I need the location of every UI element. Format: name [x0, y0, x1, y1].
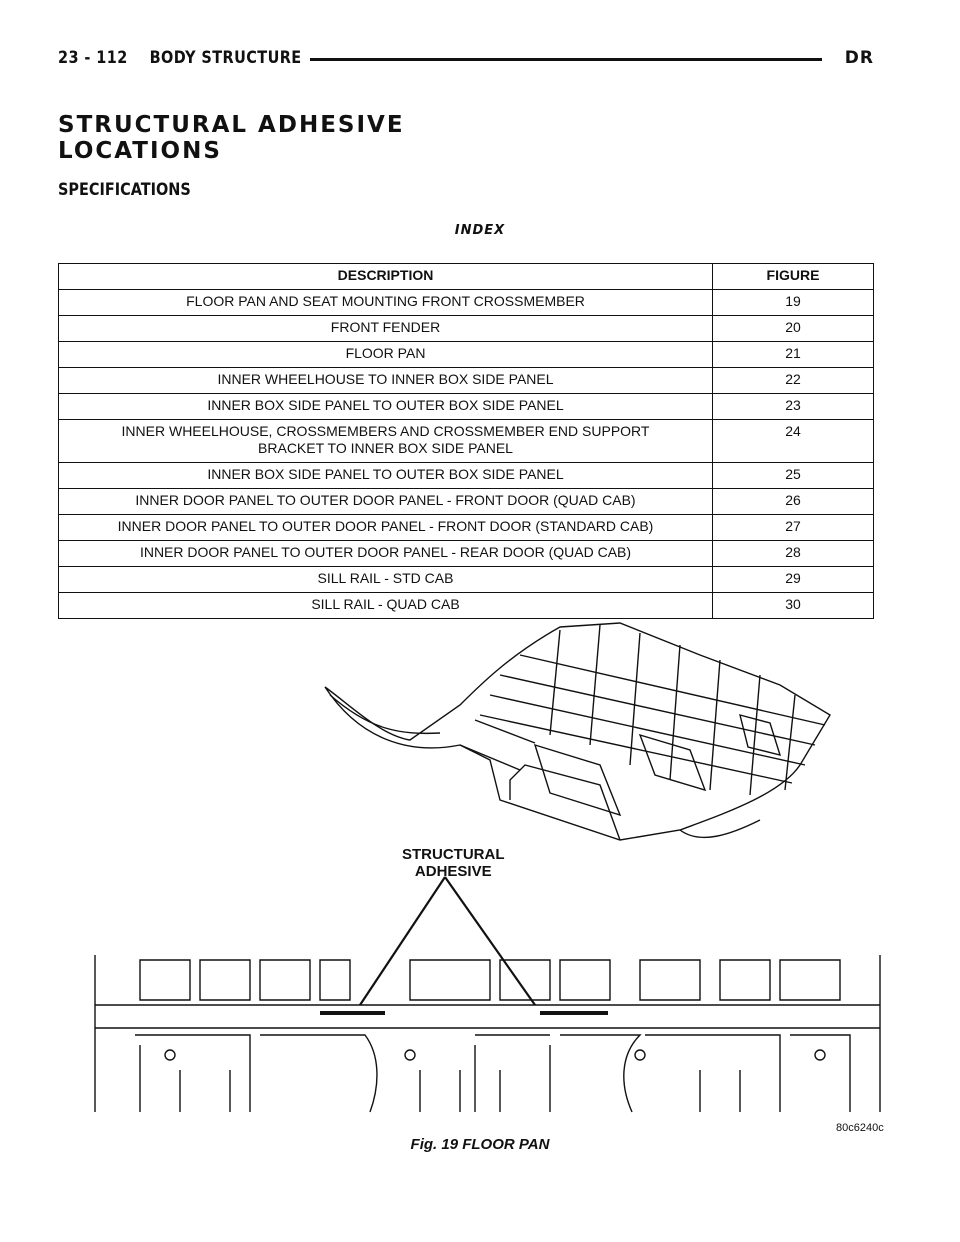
row-description-line-1: INNER WHEELHOUSE, CROSSMEMBERS AND CROSSMEMBER END SUPPORT — [121, 423, 650, 439]
index-table — [58, 263, 874, 619]
row-figure: 29 — [713, 567, 874, 593]
row-figure: 26 — [713, 489, 874, 515]
table-header-row — [59, 264, 874, 290]
table-row — [59, 342, 874, 368]
row-description — [59, 420, 713, 463]
table-row — [59, 420, 874, 463]
callout-line-1: STRUCTURAL — [402, 846, 505, 863]
title-line-1: STRUCTURAL ADHESIVE — [58, 112, 405, 138]
table-row — [59, 515, 874, 541]
row-figure: 20 — [713, 316, 874, 342]
table-row — [59, 463, 874, 489]
table-row — [59, 368, 874, 394]
header-description: DESCRIPTION — [59, 264, 713, 290]
table-row — [59, 489, 874, 515]
callout-line-2: ADHESIVE — [414, 863, 492, 880]
header-rule — [310, 58, 822, 61]
row-description: SILL RAIL - STD CAB — [59, 567, 713, 593]
row-description: INNER DOOR PANEL TO OUTER DOOR PANEL - REAR DOOR (QUAD CAB) — [59, 541, 713, 567]
table-row — [59, 394, 874, 420]
row-description: FLOOR PAN — [59, 342, 713, 368]
table-row — [59, 290, 874, 316]
row-figure: 25 — [713, 463, 874, 489]
page-title — [58, 112, 405, 164]
table-row — [59, 316, 874, 342]
row-description: SILL RAIL - QUAD CAB — [59, 593, 713, 619]
row-figure: 24 — [713, 420, 874, 463]
row-description: INNER BOX SIDE PANEL TO OUTER BOX SIDE PANEL — [59, 394, 713, 420]
manual-code: DR — [844, 48, 874, 68]
figure-code: 80c6240c — [836, 1122, 884, 1134]
header-left — [58, 48, 302, 68]
structural-adhesive-callout — [402, 846, 505, 880]
header-figure: FIGURE — [713, 264, 874, 290]
row-description: FRONT FENDER — [59, 316, 713, 342]
table-row — [59, 541, 874, 567]
row-figure: 19 — [713, 290, 874, 316]
row-description: INNER WHEELHOUSE TO INNER BOX SIDE PANEL — [59, 368, 713, 394]
row-figure: 23 — [713, 394, 874, 420]
row-description: FLOOR PAN AND SEAT MOUNTING FRONT CROSSMEMBER — [59, 290, 713, 316]
table-row — [59, 567, 874, 593]
section-subtitle: SPECIFICATIONS — [58, 180, 191, 200]
row-figure: 28 — [713, 541, 874, 567]
section-name: BODY STRUCTURE — [149, 48, 302, 68]
row-figure: 21 — [713, 342, 874, 368]
page-ref: 23 - 112 — [58, 48, 128, 68]
title-line-2: LOCATIONS — [58, 138, 222, 164]
row-description: INNER DOOR PANEL TO OUTER DOOR PANEL - FRONT DOOR (QUAD CAB) — [59, 489, 713, 515]
row-figure: 22 — [713, 368, 874, 394]
row-figure: 30 — [713, 593, 874, 619]
row-description: INNER BOX SIDE PANEL TO OUTER BOX SIDE PANEL — [59, 463, 713, 489]
page-header — [58, 48, 874, 74]
row-figure: 27 — [713, 515, 874, 541]
row-description-line-2: BRACKET TO INNER BOX SIDE PANEL — [258, 440, 513, 456]
index-label: INDEX — [454, 223, 506, 238]
row-description: INNER DOOR PANEL TO OUTER DOOR PANEL - FRONT DOOR (STANDARD CAB) — [59, 515, 713, 541]
figure-caption: Fig. 19 FLOOR PAN — [410, 1136, 550, 1153]
